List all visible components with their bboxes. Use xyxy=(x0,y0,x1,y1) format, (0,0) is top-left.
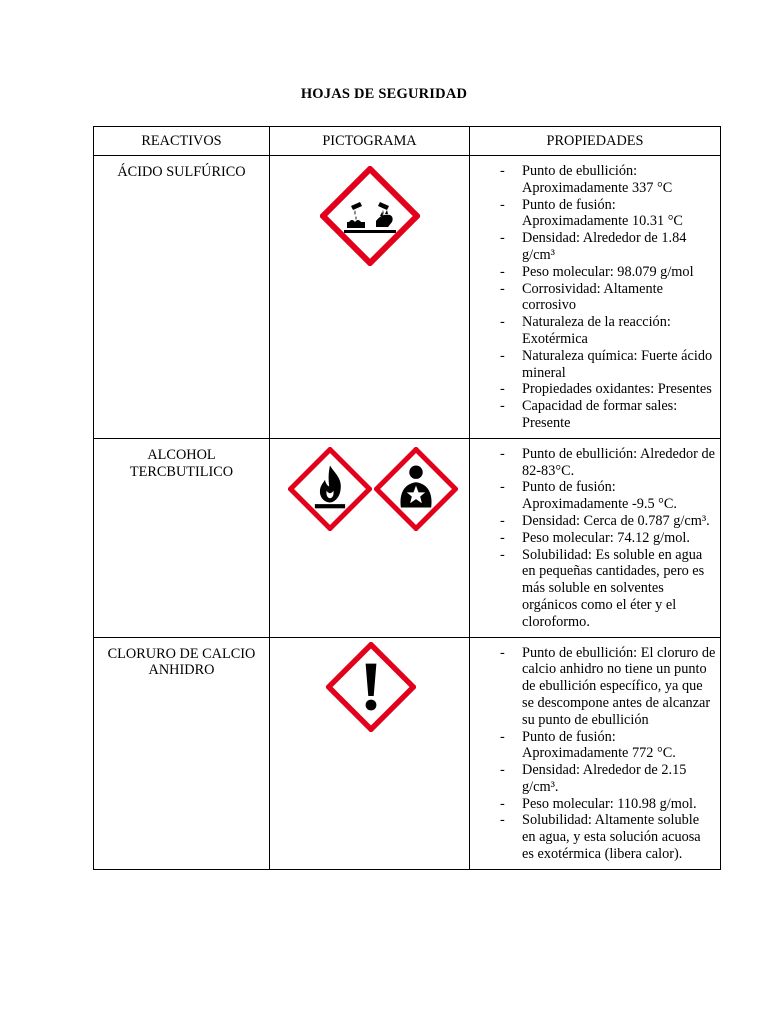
list-item: - Naturaleza química: Fuerte ácido mineral xyxy=(470,348,716,382)
list-item: - Punto de fusión: Aproximadamente -9.5 °C. xyxy=(470,479,716,513)
table-row xyxy=(94,438,721,637)
list-item: - Solubilidad: Es soluble en agua en pequeñas cantidades, pero es más soluble en solventes orgánicos como el éter y el cloroformo. xyxy=(470,547,716,631)
list-item: - Peso molecular: 98.079 g/mol xyxy=(470,264,716,281)
pictogram-cell xyxy=(270,438,470,637)
health-hazard-icon xyxy=(374,447,458,531)
list-item: - Naturaleza de la reacción: Exotérmica xyxy=(470,314,716,348)
reagent-name: CLORURO DE CALCIO ANHIDRO xyxy=(94,637,270,869)
properties-list xyxy=(470,439,720,637)
table-header-row xyxy=(94,127,721,156)
list-item: - Capacidad de formar sales: Presente xyxy=(470,398,716,432)
properties-list xyxy=(470,156,720,438)
list-item: - Peso molecular: 74.12 g/mol. xyxy=(470,530,716,547)
list-item: - Densidad: Alrededor de 1.84 g/cm³ xyxy=(470,230,716,264)
pictogram-cell xyxy=(270,637,470,869)
header-propiedades: PROPIEDADES xyxy=(470,127,721,156)
properties-cell xyxy=(470,156,721,439)
properties-list xyxy=(470,638,720,869)
header-pictograma: PICTOGRAMA xyxy=(270,127,470,156)
properties-cell xyxy=(470,637,721,869)
list-item: - Punto de ebullición: El cloruro de calcio anhidro no tiene un punto de ebullición específico, ya que se descompone antes de alcanzar su punto de ebullición xyxy=(470,645,716,729)
corrosive-icon xyxy=(320,166,420,266)
table-row xyxy=(94,156,721,439)
header-reactivos: REACTIVOS xyxy=(94,127,270,156)
properties-cell xyxy=(470,438,721,637)
list-item: - Peso molecular: 110.98 g/mol. xyxy=(470,796,716,813)
safety-table xyxy=(93,126,721,870)
list-item: - Propiedades oxidantes: Presentes xyxy=(470,381,716,398)
table-row xyxy=(94,637,721,869)
reagent-name: ALCOHOL TERCBUTILICO xyxy=(94,438,270,637)
list-item: - Punto de fusión: Aproximadamente 772 °C. xyxy=(470,729,716,763)
exclamation-icon xyxy=(326,642,416,732)
list-item: - Densidad: Cerca de 0.787 g/cm³. xyxy=(470,513,716,530)
list-item: - Punto de ebullición: Alrededor de 82-83°C. xyxy=(470,446,716,480)
pictogram-cell xyxy=(270,156,470,439)
page-title: HOJAS DE SEGURIDAD xyxy=(300,86,468,102)
list-item: - Punto de fusión: Aproximadamente 10.31 °C xyxy=(470,197,716,231)
list-item: - Punto de ebullición: Aproximadamente 337 °C xyxy=(470,163,716,197)
reagent-name: ÁCIDO SULFÚRICO xyxy=(94,156,270,439)
list-item: - Densidad: Alrededor de 2.15 g/cm³. xyxy=(470,762,716,796)
flammable-icon xyxy=(288,447,372,531)
list-item: - Solubilidad: Altamente soluble en agua, y esta solución acuosa es exotérmica (libera calor). xyxy=(470,812,716,862)
list-item: - Corrosividad: Altamente corrosivo xyxy=(470,281,716,315)
